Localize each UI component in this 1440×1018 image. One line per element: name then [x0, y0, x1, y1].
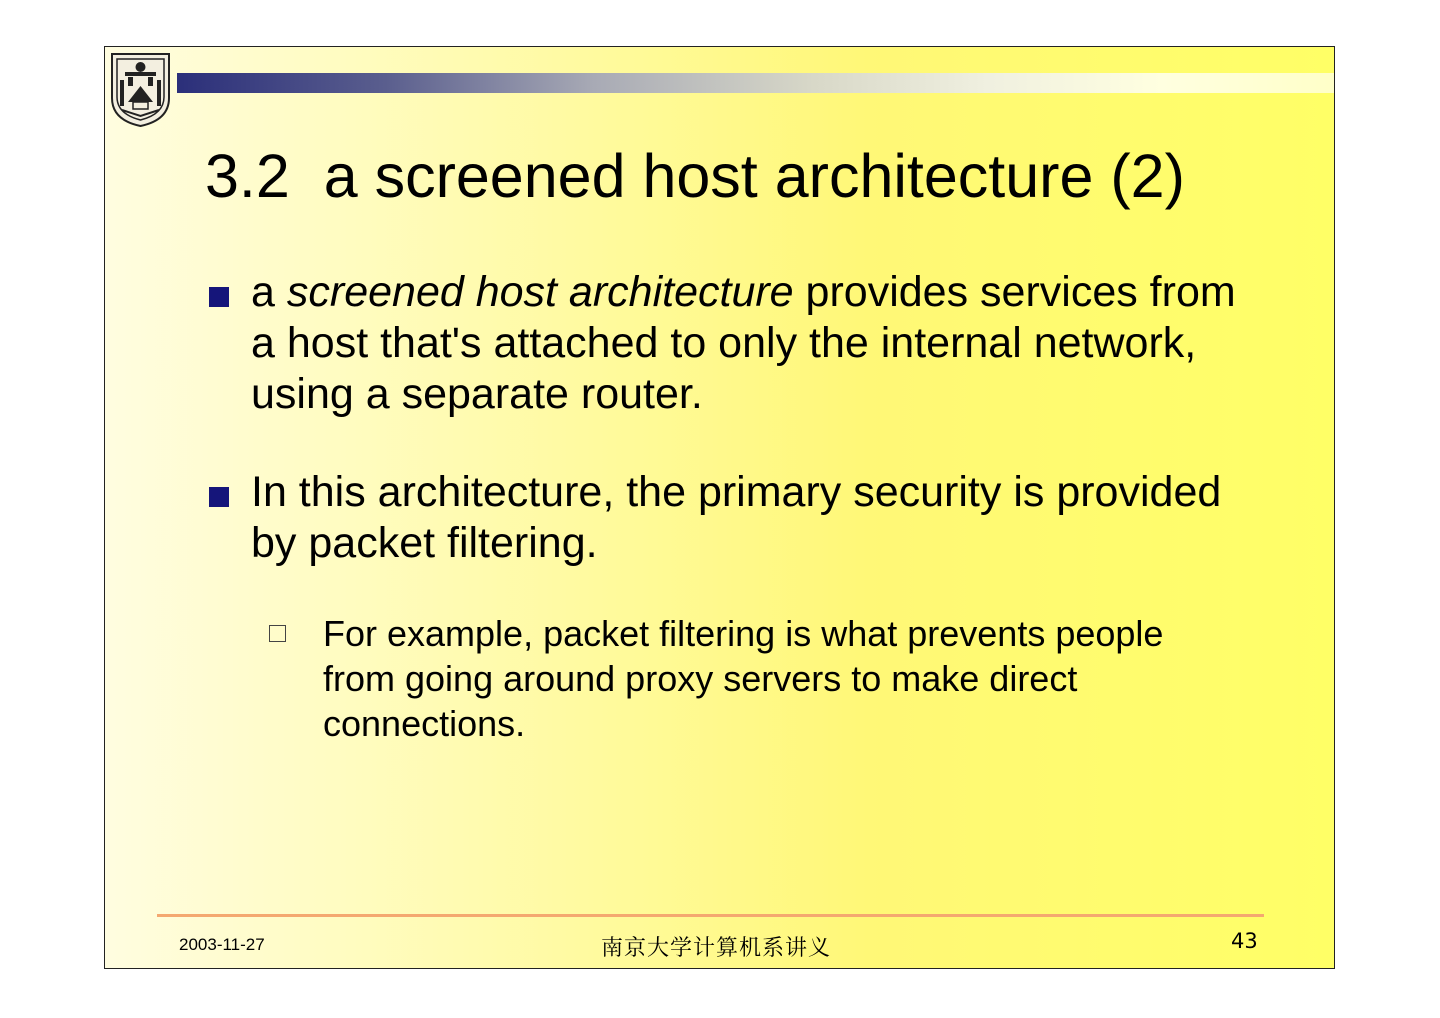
bullet-1-rest: provides services from a host that's attached to only the internal network, using a separate router. [251, 268, 1236, 418]
bullet-1-emphasis: screened host architecture [286, 268, 794, 316]
hollow-square-bullet-icon [269, 625, 286, 642]
university-seal-icon [108, 50, 173, 128]
square-bullet-icon [209, 287, 229, 307]
footer-date: 2003-11-27 [179, 935, 265, 954]
footer-divider [157, 914, 1264, 917]
square-bullet-icon [209, 487, 229, 507]
bullet-1-prefix: a [251, 268, 287, 316]
slide-title: 3.2 a screened host architecture (2) [205, 142, 1185, 210]
slide [104, 46, 1335, 969]
title-accent-bar [177, 73, 1335, 93]
sub-bullet-1: For example, packet filtering is what prevents people from going around proxy servers to make direct connections. [323, 613, 1164, 744]
page-number: 43 [1231, 929, 1258, 953]
bullet-2: In this architecture, the primary security is provided by packet filtering. [251, 468, 1222, 567]
bullet-1 [251, 267, 1261, 420]
footer-course-title: 南京大学计算机系讲义 [601, 936, 832, 961]
